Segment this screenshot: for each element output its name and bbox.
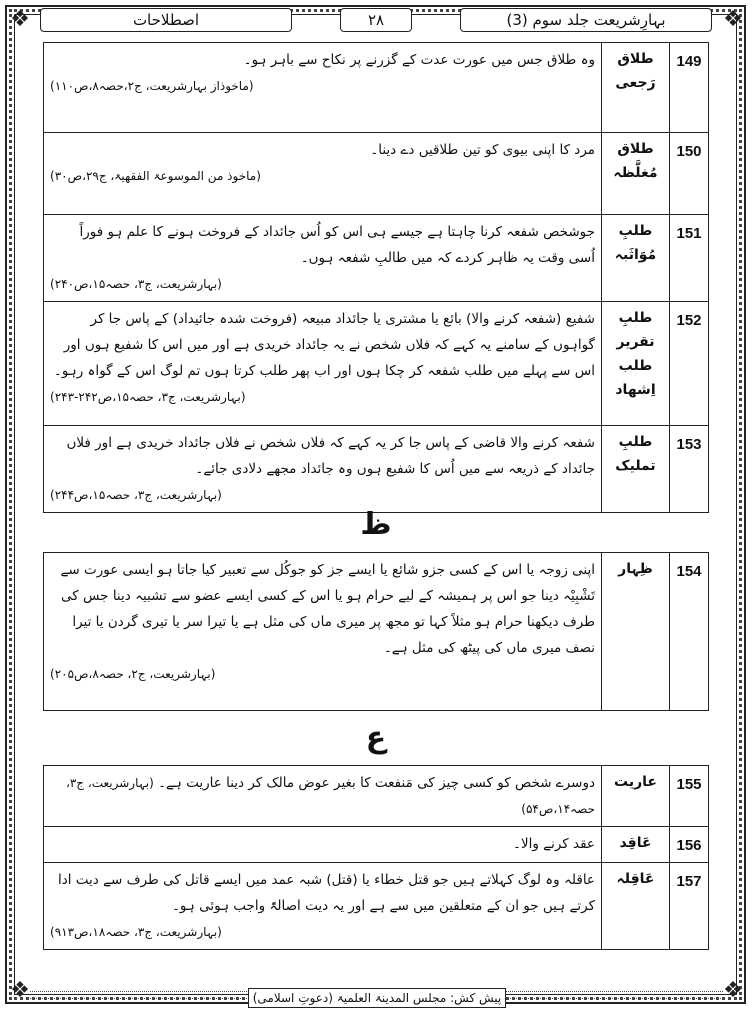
entry-definition: عقد کرنے والا۔ bbox=[44, 827, 602, 863]
corner-ornament-icon: ❖ bbox=[723, 978, 743, 1003]
page-number: ۲۸ bbox=[340, 8, 412, 32]
entry-definition: جوشخص شفعہ کرنا چاہتا ہے جیسے ہی اس کو اُس جائداد کے فروخت ہونے کا علم ہو فوراً اُسی وقت یہ ظاہر کردے کہ میں طالبِ شفعہ ہوں۔ (بہارشریعت، ج۳، حصہ۱۵،ص۲۴۰) bbox=[44, 215, 602, 302]
entry-term: عَاقِلہ bbox=[602, 863, 670, 950]
entry-number: 155 bbox=[670, 766, 709, 827]
letter-heading-ain: ع bbox=[365, 720, 387, 755]
entry-reference: (بہارشریعت، ج۳، حصہ۱۵،ص۲۴۴) bbox=[50, 488, 222, 502]
entry-number: 154 bbox=[670, 553, 709, 711]
entry-number: 157 bbox=[670, 863, 709, 950]
glossary-table-ta bbox=[43, 42, 709, 513]
entry-term: ظِہار bbox=[602, 553, 670, 711]
entry-term: عاریت bbox=[602, 766, 670, 827]
table-row bbox=[44, 827, 709, 863]
entry-reference: (بہارشریعت، ج۲، حصہ۸،ص۲۰۵) bbox=[50, 667, 216, 681]
entry-reference: (ماخوذ من الموسوعۃ الفقھیۃ، ج۲۹،ص۳۰) bbox=[50, 169, 261, 183]
entry-definition: مرد کا اپنی بیوی کو تین طلاقیں دے دینا۔ (ماخوذ من الموسوعۃ الفقھیۃ، ج۲۹،ص۳۰) bbox=[44, 133, 602, 215]
table-row bbox=[44, 215, 709, 302]
entry-number: 150 bbox=[670, 133, 709, 215]
corner-ornament-icon: ❖ bbox=[10, 7, 30, 32]
entry-definition: شفیع (شفعہ کرنے والا) بائع یا مشتری یا جائداد مبیعہ (فروخت شدہ جائیداد) کے پاس جا کر گواہوں کے سامنے یہ کہے کہ فلاں شخص نے یہ جائداد خریدی ہے اور میں اس کا شفیع ہوں اور اس سے پہلے میں طلب شفعہ کر چکا ہوں اور اب پھر طلب کرتا ہوں تم لوگ اس کے گواہ رہو۔ (بہارشریعت، ج۳، حصہ۱۵،ص۲۴۲-۲۴۳) bbox=[44, 302, 602, 426]
letter-heading-zoe: ظ bbox=[360, 507, 392, 542]
table-row bbox=[44, 43, 709, 133]
table-row bbox=[44, 133, 709, 215]
entry-reference: (بہارشریعت، ج۳، حصہ۱۵،ص۲۴۰) bbox=[50, 277, 222, 291]
glossary-table-zoe bbox=[43, 552, 709, 711]
entry-number: 153 bbox=[670, 426, 709, 513]
entry-definition: عاقلہ وہ لوگ کہلاتے ہیں جو قتل خطاء یا (قتل) شبہ عمد میں ایسے قاتل کی طرف سے دیت ادا کرتے ہیں جو ان کے متعلقین میں سے ہے اور یہ دیت اصالۃً واجب ہوئی ہو۔ (بہارشریعت، ج۳، حصہ۱۸،ص۹۱۳) bbox=[44, 863, 602, 950]
entry-number: 156 bbox=[670, 827, 709, 863]
entry-reference: (بہارشریعت، ج۳، حصہ۱۵،ص۲۴۲-۲۴۳) bbox=[50, 390, 246, 404]
entry-number: 151 bbox=[670, 215, 709, 302]
entry-reference: (بہارشریعت، ج۳، حصہ۱۸،ص۹۱۳) bbox=[50, 925, 222, 939]
entry-reference: (بہارشریعت، ج۳، حصہ۱۴،ص۵۴) bbox=[65, 776, 595, 816]
table-row bbox=[44, 426, 709, 513]
entry-number: 149 bbox=[670, 43, 709, 133]
entry-definition: دوسرے شخص کو کسی چیز کی مَنفعت کا بغیر عوض مالک کر دینا عاریت ہے۔ (بہارشریعت، ج۳، حصہ۱۴،ص۵۴) bbox=[44, 766, 602, 827]
entry-reference: (ماخوذاز بہارشریعت، ج۲،حصہ۸،ص۱۱۰) bbox=[50, 79, 254, 93]
corner-ornament-icon: ❖ bbox=[723, 7, 743, 32]
page-header bbox=[40, 5, 712, 31]
table-row bbox=[44, 863, 709, 950]
book-title: بہارِشریعت جلد سوم (3) bbox=[460, 8, 712, 32]
section-title: اصطلاحات bbox=[40, 8, 292, 32]
publisher-footer: پیش کش: مجلس المدینۃ العلمیۃ (دعوتِ اسلامی) bbox=[248, 988, 506, 1008]
entry-term: طلاق مُغلَّظہ bbox=[602, 133, 670, 215]
glossary-table-ain bbox=[43, 765, 709, 950]
entry-number: 152 bbox=[670, 302, 709, 426]
entry-term: طلبِ تملیک bbox=[602, 426, 670, 513]
corner-ornament-icon: ❖ bbox=[10, 978, 30, 1003]
table-row bbox=[44, 766, 709, 827]
table-row bbox=[44, 302, 709, 426]
entry-term: طلاق رَجعی bbox=[602, 43, 670, 133]
table-row bbox=[44, 553, 709, 711]
entry-term: طلبِ تقریر طلب اِشھاد bbox=[602, 302, 670, 426]
entry-term: طلبِ مُوَاثَبہ bbox=[602, 215, 670, 302]
entry-term: عَاقِد bbox=[602, 827, 670, 863]
entry-definition: وہ طلاق جس میں عورت عدت کے گزرنے پر نکاح سے باہر ہو۔ (ماخوذاز بہارشریعت، ج۲،حصہ۸،ص۱۱۰) bbox=[44, 43, 602, 133]
entry-definition: شفعہ کرنے والا قاضی کے پاس جا کر یہ کہے کہ فلاں شخص نے فلاں جائداد خریدی ہے اور فلاں جائداد کے ذریعہ سے میں اُس کا شفیع ہوں وہ جائداد مجھے دلادی جائے۔ (بہارشریعت، ج۳، حصہ۱۵،ص۲۴۴) bbox=[44, 426, 602, 513]
entry-definition: اپنی زوجہ یا اس کے کسی جزو شائع یا ایسے جز کو جوکُل سے تعبیر کیا جاتا ہو ایسی عورت سے تَشْبِیْہ دینا جو اس پر ہمیشہ کے لیے حرام ہو یا اس کے کسی ایسے عضو سے تشبیہ دینا جس کی طرف دیکھنا حرام ہو مثلاً کہا تو مجھ پر میری ماں کی مثل ہے یا تیرا سر یا تیری گردن یا تیرا نصف میری ماں کی پیٹھ کی مثل ہے۔ (بہارشریعت، ج۲، حصہ۸،ص۲۰۵) bbox=[44, 553, 602, 711]
